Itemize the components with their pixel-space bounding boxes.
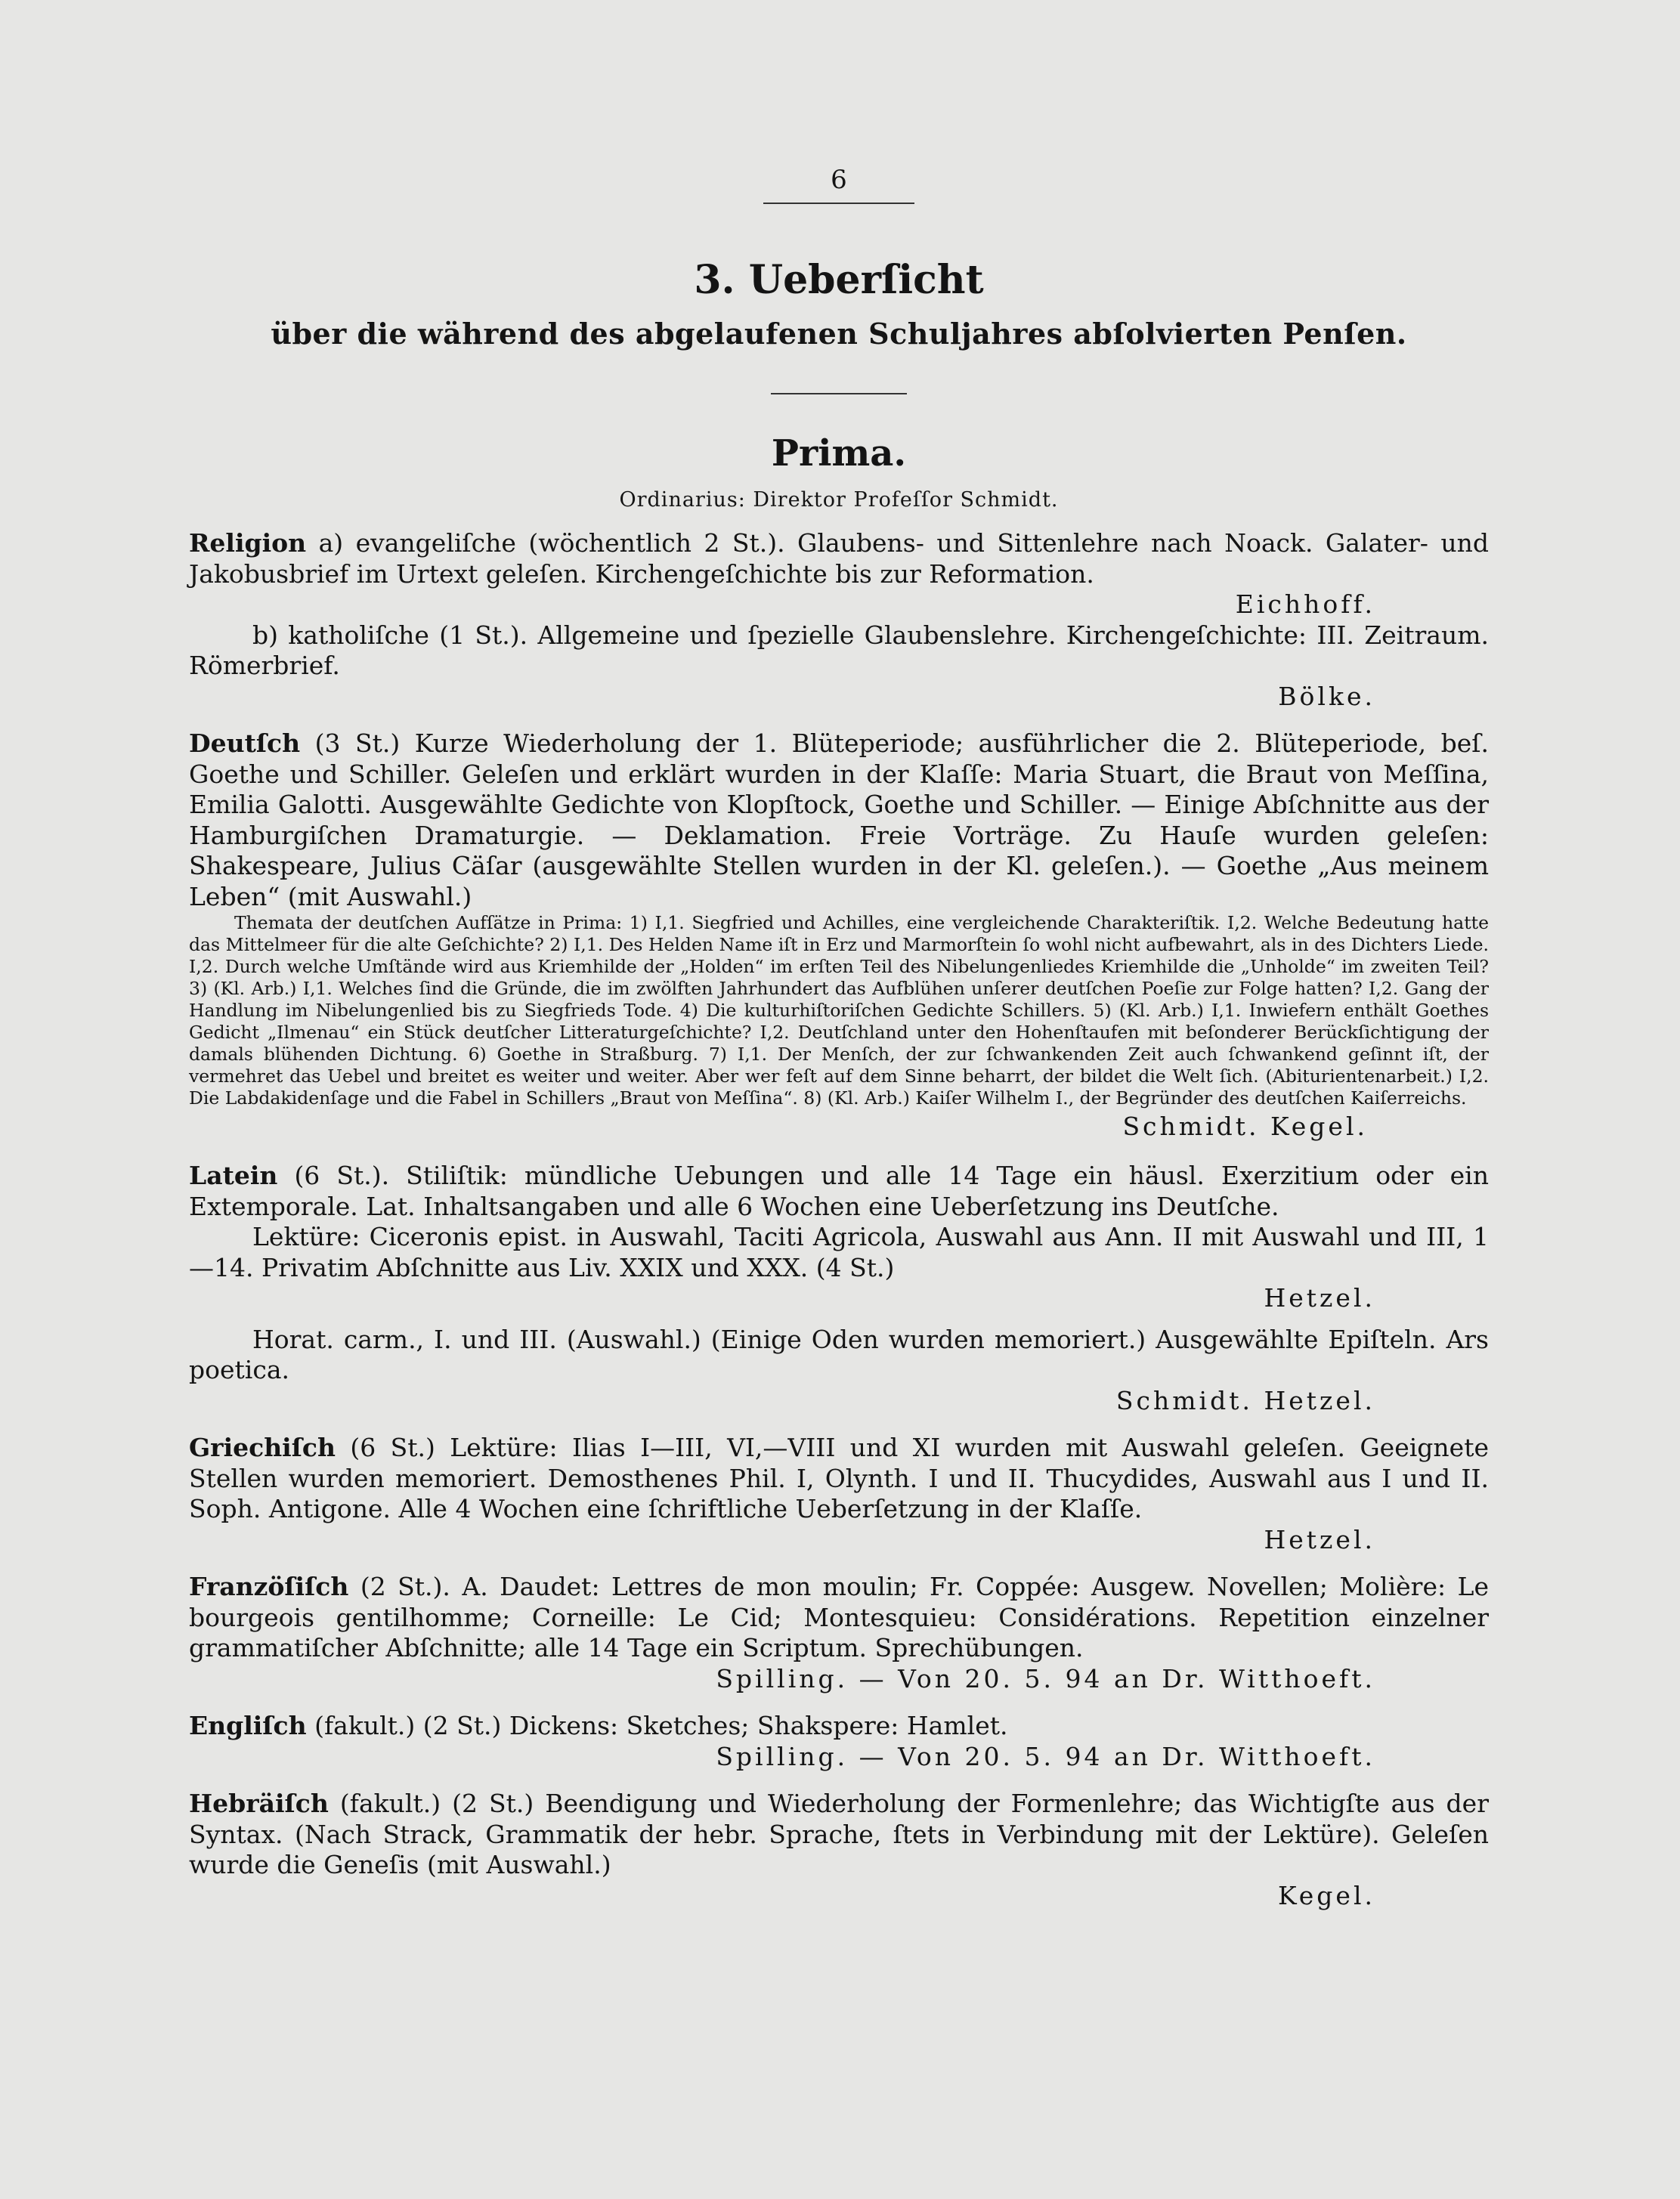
subject-head: Griechiſch [189, 1433, 336, 1462]
subject-head: Hebräiſch [189, 1789, 329, 1818]
subject-text: (fakult.) (2 St.) Dickens: Sketches; Shakspere: Hamlet. [314, 1711, 1008, 1740]
subject-text: (fakult.) (2 St.) Beendigung und Wiederholung der Formenlehre; das Wichtigſte aus der Syntax. (Nach Strack, Grammatik der hebr. Sprache, ſtets in Verbindung mit der Lektüre). Geleſen wurde die Geneſis (mit Auswahl.) [189, 1789, 1489, 1879]
section-title: 3. Ueberſicht [694, 257, 984, 303]
subject-text: (6 St.). Stiliſtik: mündliche Uebungen und alle 14 Tage ein häusl. Exerzitium oder ein Extemporale. Lat. Inhaltsangaben und alle 6 Wochen eine Ueberſetzung ins Deutſche. [189, 1161, 1489, 1221]
subject-text: (6 St.) Lektüre: Ilias I—III, VI,—VIII und XI wurden mit Auswahl geleſen. Geeignete Stellen wurden memoriert. Demosthenes Phil. I, Olynth. I und II. Thucydides, Auswahl aus I und II. Soph. Antigone. Alle 4 Wochen eine ſchriftliche Ueberſetzung in der Klaſſe. [189, 1433, 1489, 1523]
teacher-signature: Spilling. — Von 20. 5. 94 an Dr. Witthoeft. [716, 1741, 1375, 1771]
teacher-signature: Hetzel. [1264, 1524, 1375, 1554]
subject-griechisch [189, 1433, 1489, 1555]
teacher-signature: Spilling. — Von 20. 5. 94 an Dr. Witthoeft. [716, 1663, 1375, 1693]
top-rule [763, 203, 914, 204]
subject-hebraeisch [189, 1789, 1489, 1911]
subject-text: (2 St.). A. Daudet: Lettres de mon moulin; Fr. Coppée: Ausgew. Novellen; Molière: Le bourgeois gentilhomme; Corneille: Le Cid; Montesquieu: Considérations. Repetition einzelner grammatiſcher Abſchnitte; alle 14 Tage ein Scriptum. Sprechübungen. [189, 1572, 1489, 1662]
subject-text: b) katholiſche (1 St.). Allgemeine und ſpezielle Glaubenslehre. Kirchengeſchichte: III. Zeitraum. Römerbrief. [189, 620, 1489, 680]
page-body [189, 0, 1489, 1911]
teacher-signature: Kegel. [1278, 1880, 1375, 1910]
essay-themes: Themata der deutſchen Aufſätze in Prima: 1) I,1. Siegfried und Achilles, eine vergleichende Charakteriſtik. I,2. Welche Bedeutung hatte das Mittelmeer für die alte Geſchichte? 2) I,1. Des Helden Name iſt in Erz und Marmorſtein ſo wohl nicht aufbewahrt, als in des Dichters Liede. I,2. Durch welche Umſtände wird aus Kriemhilde der „Holden“ im erſten Teil des Nibelungenliedes Kriemhilde die „Unholde“ im zweiten Teil? 3) (Kl. Arb.) I,1. Welches ſind die Gründe, die im zwölften Jahrhundert das Aufblühen unſerer deutſchen Poeſie zur Folge hatten? I,2. Gang der Handlung im Nibelungenlied bis zu Siegfrieds Tode. 4) Die kulturhiſtoriſchen Gedichte Schillers. 5) (Kl. Arb.) I,1. Inwiefern enthält Goethes Gedicht „Ilmenau“ ein Stück deutſcher Litteraturgeſchichte? I,2. Deutſchland unter den Hohenſtaufen mit beſonderer Berückſichtigung der damals blühenden Dichtung. 6) Goethe in Straßburg. 7) I,1. Der Menſch, der zur ſchwankenden Zeit auch ſchwankend geſinnt iſt, der vermehret das Uebel und breitet es weiter und weiter. Aber wer feſt auf dem Sinne beharrt, der bildet die Welt ſich. (Abiturientenarbeit.) I,2. Die Labdakidenſage und die Fabel in Schillers „Braut von Meſſina“. 8) (Kl. Arb.) Kaiſer Wilhelm I., der Begründer des deutſchen Kaiſerreichs. [189, 912, 1489, 1109]
subject-religion [189, 528, 1489, 712]
ordinarius-line: Ordinarius: Direktor Profeſſor Schmidt. [619, 488, 1059, 512]
subject-head: Latein [189, 1161, 278, 1190]
teacher-signature: Schmidt. Kegel. [1122, 1112, 1368, 1141]
teacher-signature: Eichhoff. [1235, 589, 1375, 619]
subject-head: Engliſch [189, 1711, 307, 1740]
class-heading: Prima. [771, 432, 907, 475]
subject-text: (3 St.) Kurze Wiederholung der 1. Blüteperiode; ausführlicher die 2. Blüteperiode, beſ. Goethe und Schiller. Geleſen und erklärt wurden in der Klaſſe: Maria Stuart, die Braut von Meſſina, Emilia Galotti. Ausgewählte Gedichte von Klopſtock, Goethe und Schiller. — Einige Abſchnitte aus der Hamburgiſchen Dramaturgie. — Deklamation. Freie Vorträge. Zu Hauſe wurden geleſen: Shakespeare, Julius Cäſar (ausgewählte Stellen wurden in der Kl. geleſen.). — Goethe „Aus meinem Leben“ (mit Auswahl.) [189, 728, 1489, 911]
subject-englisch [189, 1711, 1489, 1772]
page-number: 6 [831, 165, 847, 195]
subject-text: Lektüre: Ciceronis epist. in Auswahl, Taciti Agricola, Auswahl aus Ann. II mit Auswahl und III, 1—14. Privatim Abſchnitte aus Liv. XXIX und XXX. (4 St.) [189, 1222, 1489, 1282]
subject-text: Horat. carm., I. und III. (Auswahl.) (Einige Oden wurden memoriert.) Ausgewählte Epiſteln. Ars poetica. [189, 1324, 1489, 1384]
subject-head: Religion [189, 528, 307, 558]
subject-franzoesisch [189, 1572, 1489, 1694]
subject-head: Franzöſiſch [189, 1572, 349, 1601]
subject-text: a) evangeliſche (wöchentlich 2 St.). Glaubens- und Sittenlehre nach Noack. Galater- und Jakobusbrief im Urtext geleſen. Kirchengeſchichte bis zur Reformation. [189, 528, 1489, 589]
subject-latein [189, 1161, 1489, 1416]
teacher-signature: Bölke. [1278, 681, 1375, 711]
subject-deutsch [189, 728, 1489, 1144]
teacher-signature: Schmidt. Hetzel. [1115, 1385, 1375, 1415]
teacher-signature: Hetzel. [1264, 1283, 1375, 1313]
subject-head: Deutſch [189, 728, 301, 758]
divider-rule [771, 393, 907, 394]
section-subtitle: über die während des abgelaufenen Schuljahres abſolvierten Penſen. [271, 317, 1407, 351]
